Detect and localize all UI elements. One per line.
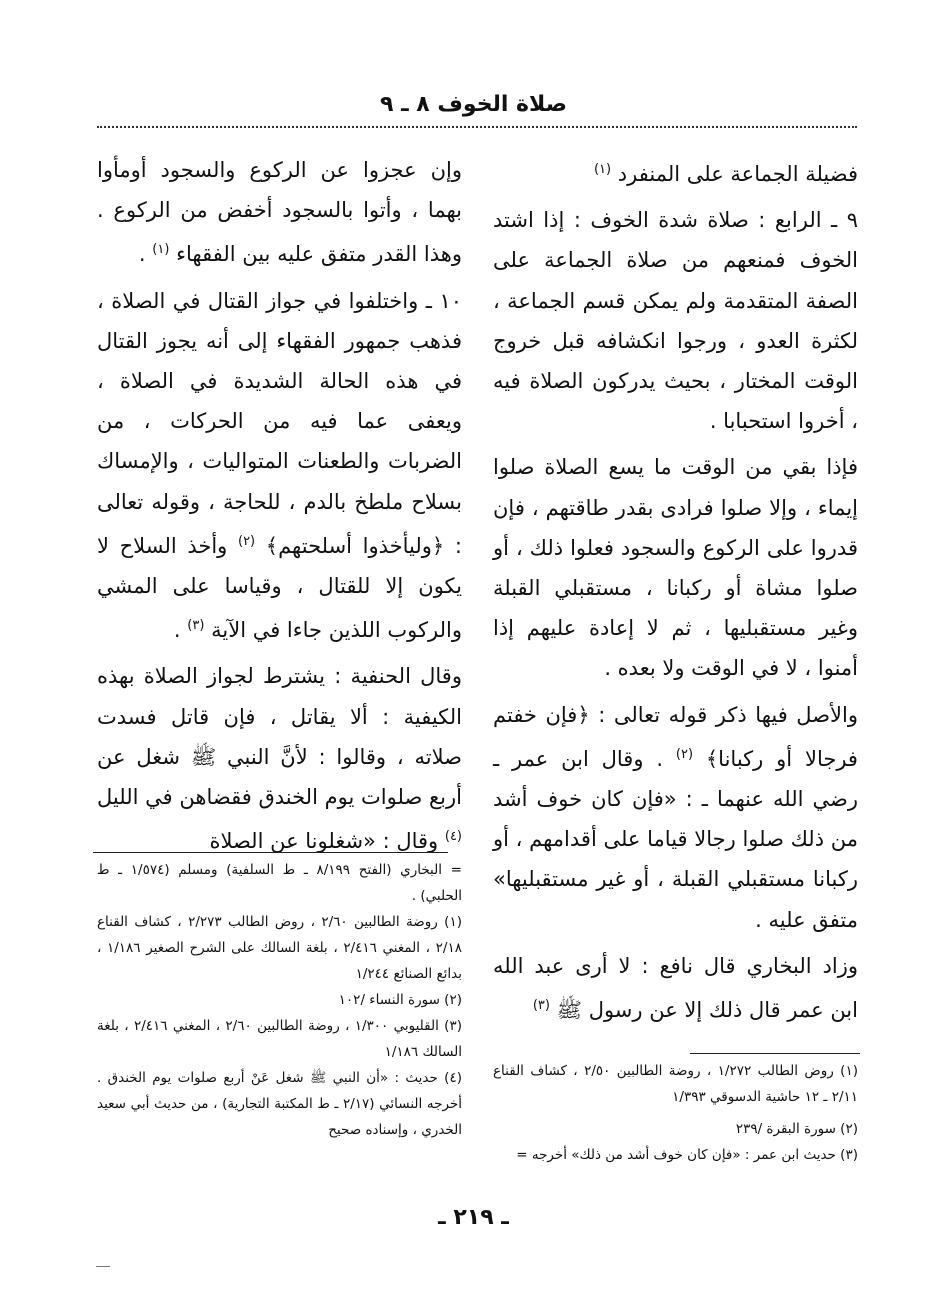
- left-text-column: [97, 150, 462, 867]
- paragraph-text: .: [138, 242, 146, 267]
- paragraph-text: وقال الحنفية : يشترط لجواز الصلاة بهذه الكيفية : ألا يقاتل ، فإن قاتل فسدت صلاته ، وقالوا : لأنَّ النبي ﷺ شغل عن أربع صلوات يوم الخندق فقضاهن في الليل: [97, 664, 462, 810]
- paragraph-text: .: [173, 618, 181, 643]
- footnote-ref: (١): [593, 162, 612, 177]
- footnote: (١) روض الطالب ١/٢٧٢ ، روضة الطالبين ٢/٥٠ ، كشاف القناع ٢/١١ ـ ١٢ حاشية الدسوقي ١/٣٩٣: [493, 1063, 859, 1105]
- footnote-ref: (٣): [187, 618, 205, 634]
- footnote: (٣) حديث ابن عمر : «فإن كان خوف أشد من ذلك» أخرجه =: [516, 1147, 858, 1163]
- paragraph: [493, 150, 858, 194]
- paragraph-text: والأصل فيها ذكر قوله تعالى : ﴿فإن خفتم فرجالا أو ركبانا﴾: [493, 702, 858, 771]
- scan-mark: [96, 1266, 110, 1267]
- footnote: (٣) القليوبي ١/٣٠٠ ، روضة الطالبين ٢/٦٠ ، المغني ٢/٤١٦ ، بلغة السالك ١/١٨٦: [97, 1018, 462, 1060]
- footnote-ref: (٣): [532, 998, 550, 1014]
- footnote: (٤) حديث : «أن النبي ﷺ شغل عَنْ أربع صلوات يوم الخندق . أخرجه النسائي (٢/١٧ ـ ط المكتبة التجارية) ، من حديث أبي سعيد الخدري ، وإسناده صحيح: [97, 1070, 462, 1138]
- paragraph-text: وإن عجزوا عن الركوع والسجود أومأوا بهما ، وأتوا بالسجود أخفض من الركوع . وهذا القدر متفق عليه بين الفقهاء: [97, 158, 462, 267]
- footnote-ref: (١): [152, 242, 170, 258]
- page-header-title: صلاة الخوف ٨ ـ ٩: [380, 92, 567, 117]
- footnotes-left: [97, 857, 462, 1143]
- footnote-ref: (٤): [444, 829, 462, 845]
- paragraph: [97, 281, 462, 651]
- footnote-separator-left: [93, 852, 448, 853]
- footnote-ref: (٢): [675, 746, 694, 762]
- footnote: (٢) سورة البقرة /٢٣٩: [735, 1121, 858, 1137]
- page-number: ـ ٢١٩ ـ: [438, 1205, 509, 1230]
- paragraph-text: ١٠ ـ واختلفوا في جواز القتال في الصلاة ، فذهب جمهور الفقهاء إلى أنه يجوز القتال في هذه الحالة الشديدة في الصلاة ، ويعفى عما فيه من الحركات ، من الضربات والطعنات المتواليات ، والإمساك بسلاح ملطخ بالدم ، للحاجة ، وقوله تعالى : ﴿وليأخذوا أسلحتهم﴾: [97, 288, 462, 558]
- footnote: = البخاري (الفتح ٨/١٩٩ ـ ط السلفية) ومسلم (١/٥٧٤ ـ ط الحلبي) .: [97, 862, 462, 904]
- right-text-column: [493, 150, 858, 1036]
- footnote: (٢) سورة النساء /١٠٢: [338, 992, 462, 1008]
- paragraph-text: وأخذ السلاح لا يكون إلا للقتال ، وقياسا على المشي والركوب اللذين جاءا في الآية: [97, 533, 462, 643]
- footnote: (١) روضة الطالبين ٢/٦٠ ، روض الطالب ٢/٢٧٣ ، كشاف القناع ٢/١٨ ، المغني ٢/٤١٦ ، بلغة السالك على الشرح الصغير ١/١٨٦ ، بدائع الصنائع ١/٢٤٤: [97, 914, 462, 982]
- paragraph-text: . وقال ابن عمر ـ رضي الله عنهما ـ : «فإن كان خوف أشد من ذلك صلوا رجالا قياما على أقدامهم ، أو ركبانا مستقبلي القبلة ، أو غير مستقبليها» متفق عليه .: [493, 746, 858, 932]
- paragraph: [493, 695, 858, 940]
- paragraph: [97, 150, 462, 275]
- paragraph: فإذا بقي من الوقت ما يسع الصلاة صلوا إيماء ، وإلا صلوا فرادى بقدر طاقتهم ، فإن قدروا على الركوع والسجود فعلوا ذلك ، أو صلوا مشاة أو ركبانا ، مستقبلي القبلة وغير مستقبليها ، ثم لا إعادة عليهم إذا أمنوا ، لا في الوقت ولا بعده .: [493, 455, 858, 681]
- paragraph-text: فضيلة الجماعة على المنفرد: [617, 162, 858, 186]
- paragraph: [97, 656, 462, 861]
- paragraph: [493, 946, 858, 1030]
- footnote-separator-right: [690, 1053, 860, 1054]
- paragraph: ٩ ـ الرابع : صلاة شدة الخوف : إذا اشتد الخوف فمنعهم من صلاة الجماعة على الصفة المتقدمة ولم يمكن قسم الجماعة ، لكثرة العدو ، ورجوا انكشافه قبل خروج الوقت المختار ، بحيث يدركون الصلاة فيه ، أخروا استحبابا .: [493, 208, 858, 434]
- footnotes-right: [493, 1058, 858, 1168]
- footnote-ref: (٢): [237, 533, 256, 549]
- header-dotted-rule: [97, 126, 857, 128]
- paragraph-text: وزاد البخاري قال نافع : لا أرى عبد الله ابن عمر قال ذلك إلا عن رسول ﷺ: [493, 953, 858, 1023]
- paragraph-text: وقال : «شغلونا عن الصلاة: [209, 829, 439, 854]
